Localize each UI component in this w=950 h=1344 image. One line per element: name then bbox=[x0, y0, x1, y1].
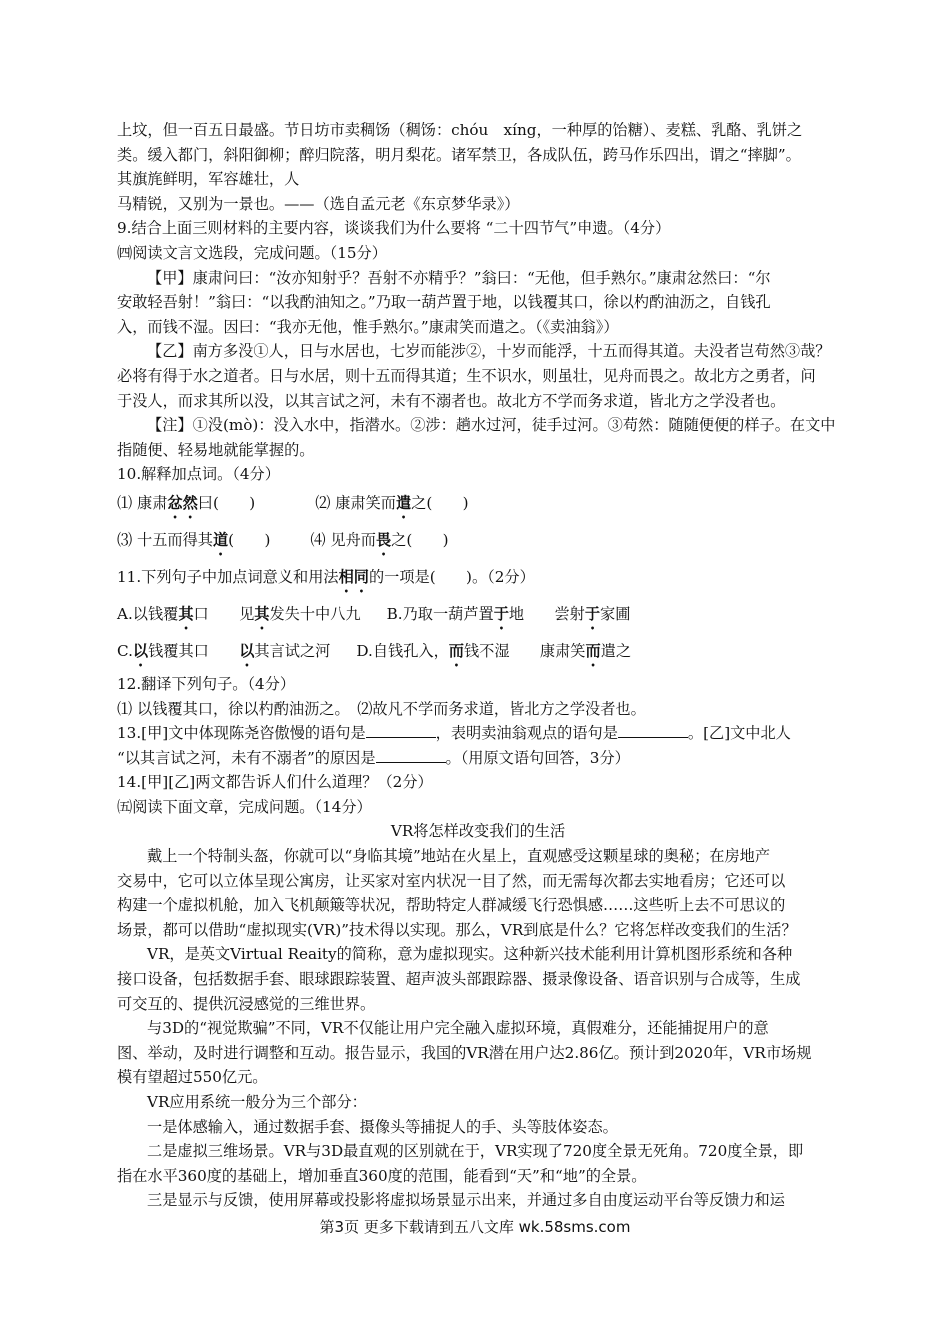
article-paragraph: 可交互的、提供沉浸感觉的三维世界。 bbox=[117, 994, 376, 1013]
dotted-word: 道 bbox=[212, 530, 229, 549]
text-line: 上坟，但一百五日最盛。节日坊市卖稠饧（稠饧：chóu xíng，一种厚的饴糖）、麦糕、乳酪、乳饼之 bbox=[117, 121, 803, 139]
question-9: 9.结合上面三则材料的主要内容，谈谈我们为什么要将 “二十四节气”申遗。（4分） bbox=[117, 219, 671, 238]
dotted-word: 遣 bbox=[395, 493, 412, 512]
question-10-items-row2: ⑶ 十五而得其道( ) ⑷ 见舟而畏之( ) bbox=[117, 530, 449, 549]
question-14: 14.[甲][乙]两文都告诉人们什么道理？（2分） bbox=[117, 773, 433, 792]
article-paragraph: 戴上一个特制头盔，你就可以“身临其境”地站在火星上，直观感受这颗星球的奥秘；在房地产 bbox=[147, 847, 771, 866]
question-10-items-row1: ⑴ 康肃忿然曰( ) ⑵ 康肃笑而遣之( ) bbox=[117, 493, 469, 512]
article-paragraph: 场景，都可以借助“虚拟现实(VR)”技术得以实现。那么，VR到底是什么？它将怎样改变我们的生活？ bbox=[117, 920, 797, 939]
question-11: 11.下列句子中加点词意义和用法相同的一项是( )。（2分） bbox=[117, 567, 535, 586]
question-13: 13.[甲]文中体现陈尧咨傲慢的语句是 ，表明卖油翁观点的语句是 。[乙]文中北人 bbox=[117, 724, 791, 743]
answer-blank[interactable] bbox=[366, 723, 436, 738]
article-paragraph: 一是体感输入，通过数据手套、摄像头等捕捉人的手、头等肢体姿态。 bbox=[147, 1117, 618, 1136]
article-paragraph: 二是虚拟三维场景。VR与3D最直观的区别就在于，VR实现了720度全景无死角。720度全景，即 bbox=[147, 1142, 804, 1161]
question-11-options-ab: A.以钱覆其口 见其发失十中八九 B.乃取一葫芦置于地 尝射于家圃 bbox=[117, 604, 631, 623]
article-title: VR将怎样改变我们的生活 bbox=[390, 822, 566, 841]
question-10: 10.解释加点词。（4分） bbox=[117, 465, 280, 484]
document-page bbox=[117, 118, 839, 1213]
passage-yi: 【乙】南方多没①人，日与水居也，七岁而能涉②，十岁而能浮，十五而得其道。夫没者岂苟然③哉？ bbox=[147, 342, 831, 361]
article-paragraph: VR，是英文Virtual Reaity的简称，意为虚拟现实。这种新兴技术能利用计算机图形系统和各种 bbox=[147, 945, 793, 964]
annotation-note: 指随便、轻易地就能掌握的。 bbox=[117, 440, 315, 459]
article-paragraph: 与3D的“视觉欺骗”不同，VR不仅能让用户完全融入虚拟环境，真假难分，还能捕捉用户的意 bbox=[147, 1019, 769, 1038]
question-11-options-cd: C.以钱覆其口 以其言试之河 D.自钱孔入，而钱不湿 康肃笑而遣之 bbox=[117, 641, 632, 660]
passage-jia: 【甲】康肃问曰：“汝亦知射乎？吾射不亦精乎？”翁曰：“无他，但手熟尔。”康肃忿然曰：“尔 bbox=[147, 268, 771, 287]
page-footer: 第3页 更多下载请到五八文库 wk.58sms.com bbox=[319, 1218, 631, 1236]
question-12-sentences: ⑴ 以钱覆其口，徐以杓酌油沥之。 ⑵故凡不学而务求道，皆北方之学没者也。 bbox=[117, 699, 646, 718]
dotted-word: 畏 bbox=[375, 530, 392, 549]
dotted-word: 忿然 bbox=[167, 493, 198, 512]
passage-jia: 入，而钱不湿。因曰：“我亦无他，惟手熟尔。”康肃笑而遣之。（《卖油翁》） bbox=[117, 317, 619, 336]
answer-blank[interactable] bbox=[376, 748, 446, 763]
passage-yi: 必将有得于水之道者。日与水居，则十五而得其道；生不识水，则虽壮，见舟而畏之。故北方之勇者，问 bbox=[117, 366, 816, 385]
article-paragraph: VR应用系统一般分为三个部分： bbox=[147, 1093, 367, 1111]
section-5-heading: ㈤阅读下面文章，完成问题。（14分） bbox=[117, 797, 372, 816]
dotted-word: 相同 bbox=[338, 567, 369, 586]
answer-blank[interactable] bbox=[618, 723, 688, 738]
article-paragraph: 图、举动，及时进行调整和互动。报告显示，我国的VR潜在用户达2.86亿。预计到2020年，VR市场规 bbox=[117, 1043, 812, 1062]
annotation-note: 【注】①没(mò)：没入水中，指潜水。②涉：趟水过河，徒手过河。③苟然：随随便便的样子。在文中 bbox=[147, 416, 836, 435]
section-4-heading: ㈣阅读文言文选段，完成问题。（15分） bbox=[117, 243, 387, 262]
article-paragraph: 指在水平360度的基础上，增加垂直360度的范围，能看到“天”和“地”的全景。 bbox=[117, 1166, 647, 1185]
passage-jia: 安敢轻吾射！”翁曰：“以我酌油知之。”乃取一葫芦置于地，以钱覆其口，徐以杓酌油沥之，自钱孔 bbox=[117, 293, 771, 312]
passage-yi: 于没人，而求其所以没，以其言试之河，未有不溺者也。故北方不学而务求道，皆北方之学没者也。 bbox=[117, 391, 786, 410]
text-line: 类。缓入都门，斜阳御柳；醉归院落，明月梨花。诸军禁卫，各成队伍，跨马作乐四出，谓之“摔脚”。 bbox=[117, 145, 801, 164]
question-13-cont: “以其言试之河，未有不溺者”的原因是 。（用原文语句回答，3分） bbox=[117, 748, 630, 767]
text-line: 马精锐，又别为一景也。——（选自孟元老《东京梦华录》） bbox=[117, 194, 520, 213]
article-paragraph: 接口设备，包括数据手套、眼球跟踪装置、超声波头部跟踪器、摄录像设备、语音识别与合成等，生成 bbox=[117, 970, 801, 989]
question-12: 12.翻译下列句子。（4分） bbox=[117, 674, 296, 693]
article-paragraph: 模有望超过550亿元。 bbox=[117, 1068, 268, 1087]
text-line: 其旗旄鲜明，军容雄壮，人 bbox=[117, 170, 300, 189]
article-paragraph: 交易中，它可以立体呈现公寓房，让买家对室内状况一目了然，而无需每次都去实地看房；它还可以 bbox=[117, 871, 786, 890]
article-paragraph: 三是显示与反馈，使用屏幕或投影将虚拟场景显示出来，并通过多自由度运动平台等反馈力和运 bbox=[147, 1191, 785, 1210]
article-paragraph: 构建一个虚拟机舱，加入飞机颠簸等状况，帮助特定人群减缓飞行恐惧感……这些听上去不可思议的 bbox=[117, 896, 786, 915]
